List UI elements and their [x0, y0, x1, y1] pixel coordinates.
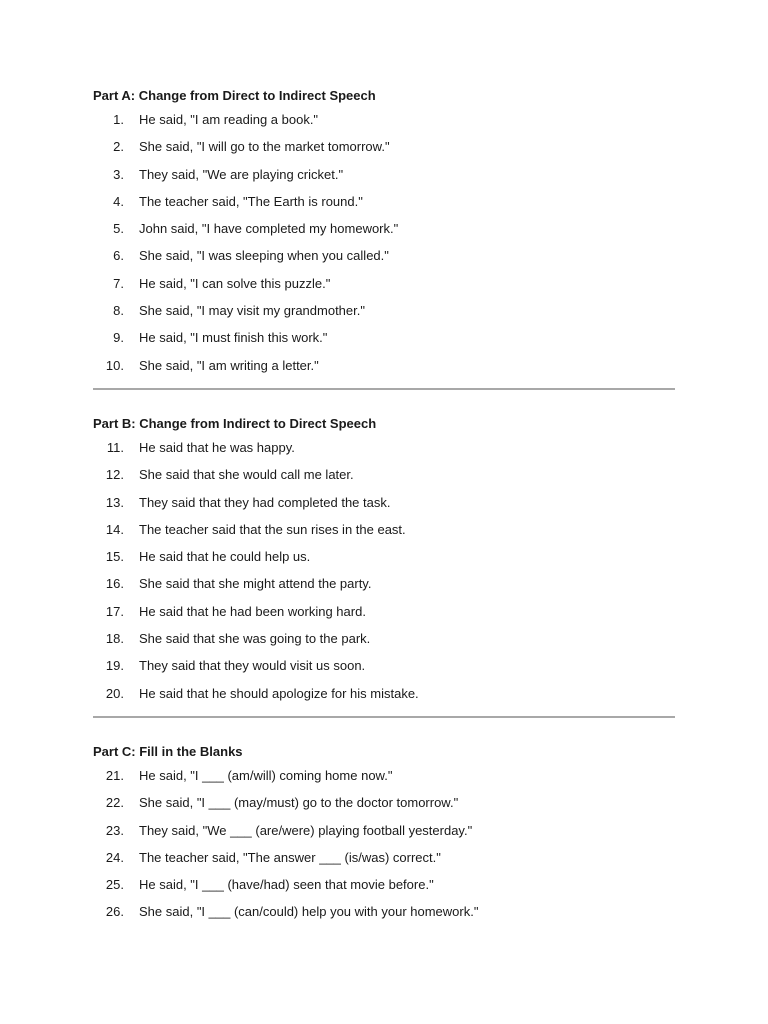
part-b-title: Part B: Change from Indirect to Direct Speech: [93, 416, 377, 431]
item-text: The teacher said, "The Earth is round.": [139, 193, 363, 209]
part-b-list: [93, 439, 675, 712]
item-number: 11.: [106, 440, 124, 455]
item-number: 20.: [105, 685, 124, 701]
item-text: He said, "I ___ (am/will) coming home now.": [139, 768, 393, 783]
list-item: [93, 138, 675, 165]
item-text: He said, "I ___ (have/had) seen that movie before.": [139, 877, 434, 893]
section-divider: [93, 388, 675, 390]
list-item: [93, 794, 675, 821]
item-text: They said that they had completed the task.: [139, 494, 391, 510]
list-item: [93, 302, 675, 329]
item-number: 24.: [105, 849, 124, 865]
item-number: 16.: [105, 576, 124, 592]
list-item: [93, 849, 675, 876]
item-text: He said that he could help us.: [139, 549, 311, 565]
item-number: 15.: [105, 549, 124, 565]
item-number: 14.: [105, 521, 124, 537]
item-text: She said, "I ___ (may/must) go to the doctor tomorrow.": [139, 795, 459, 811]
item-number: 2.: [113, 139, 124, 155]
list-item: [93, 767, 675, 794]
list-item: [93, 903, 675, 930]
section-divider: [93, 716, 675, 718]
item-text: They said that they would visit us soon.: [139, 658, 366, 674]
item-text: He said that he was happy.: [139, 440, 295, 455]
item-text: He said, "I can solve this puzzle.": [139, 275, 331, 291]
item-text: The teacher said that the sun rises in the east.: [139, 521, 406, 537]
part-c-title: Part C: Fill in the Blanks: [93, 744, 243, 759]
item-number: 1.: [113, 112, 124, 127]
item-text: She said, "I ___ (can/could) help you with your homework.": [139, 904, 479, 920]
item-text: John said, "I have completed my homework.": [139, 221, 399, 237]
part-c-list: [93, 767, 675, 931]
item-text: They said, "We are playing cricket.": [139, 166, 344, 182]
item-number: 22.: [105, 795, 124, 811]
item-text: He said that he should apologize for his mistake.: [139, 685, 419, 701]
item-text: She said that she might attend the party.: [139, 576, 372, 592]
list-item: [93, 657, 675, 684]
item-number: 5.: [113, 221, 124, 237]
part-a-list: [93, 111, 675, 384]
item-number: 21.: [105, 768, 124, 783]
list-item: [93, 275, 675, 302]
item-number: 3.: [113, 166, 124, 182]
list-item: [93, 822, 675, 849]
item-text: He said, "I am reading a book.": [139, 112, 319, 127]
part-b-section: [93, 415, 675, 712]
item-text: She said, "I was sleeping when you called.": [139, 248, 389, 264]
list-item: [93, 630, 675, 657]
list-item: [93, 220, 675, 247]
list-item: [93, 575, 675, 602]
item-number: 18.: [105, 631, 124, 647]
list-item: [93, 494, 675, 521]
item-text: He said, "I must finish this work.": [139, 330, 328, 346]
item-text: He said that he had been working hard.: [139, 603, 366, 619]
part-a-section: [93, 87, 675, 384]
item-text: She said, "I will go to the market tomorrow.": [139, 139, 390, 155]
list-item: [93, 685, 675, 712]
item-number: 17.: [105, 603, 124, 619]
list-item: [93, 357, 675, 384]
list-item: [93, 329, 675, 356]
item-text: She said that she was going to the park.: [139, 631, 371, 647]
list-item: [93, 439, 675, 466]
item-number: 19.: [105, 658, 124, 674]
item-number: 6.: [113, 248, 124, 264]
item-text: She said, "I am writing a letter.": [139, 357, 319, 373]
item-number: 9.: [113, 330, 124, 346]
item-text: They said, "We ___ (are/were) playing football yesterday.": [139, 822, 473, 838]
list-item: [93, 521, 675, 548]
item-number: 26.: [105, 904, 124, 920]
item-text: She said, "I may visit my grandmother.": [139, 303, 365, 319]
list-item: [93, 193, 675, 220]
item-number: 23.: [105, 822, 124, 838]
item-number: 7.: [113, 275, 124, 291]
list-item: [93, 876, 675, 903]
part-a-title: Part A: Change from Direct to Indirect Speech: [93, 88, 376, 103]
item-number: 4.: [113, 193, 124, 209]
list-item: [93, 166, 675, 193]
part-c-section: [93, 743, 675, 931]
list-item: [93, 548, 675, 575]
list-item: [93, 111, 675, 138]
item-number: 12.: [105, 467, 124, 483]
item-number: 10.: [105, 357, 124, 373]
item-text: She said that she would call me later.: [139, 467, 354, 483]
item-number: 8.: [113, 303, 124, 319]
list-item: [93, 603, 675, 630]
item-number: 25.: [105, 877, 124, 893]
item-number: 13.: [105, 494, 124, 510]
list-item: [93, 466, 675, 493]
list-item: [93, 247, 675, 274]
item-text: The teacher said, "The answer ___ (is/was) correct.": [139, 849, 441, 865]
